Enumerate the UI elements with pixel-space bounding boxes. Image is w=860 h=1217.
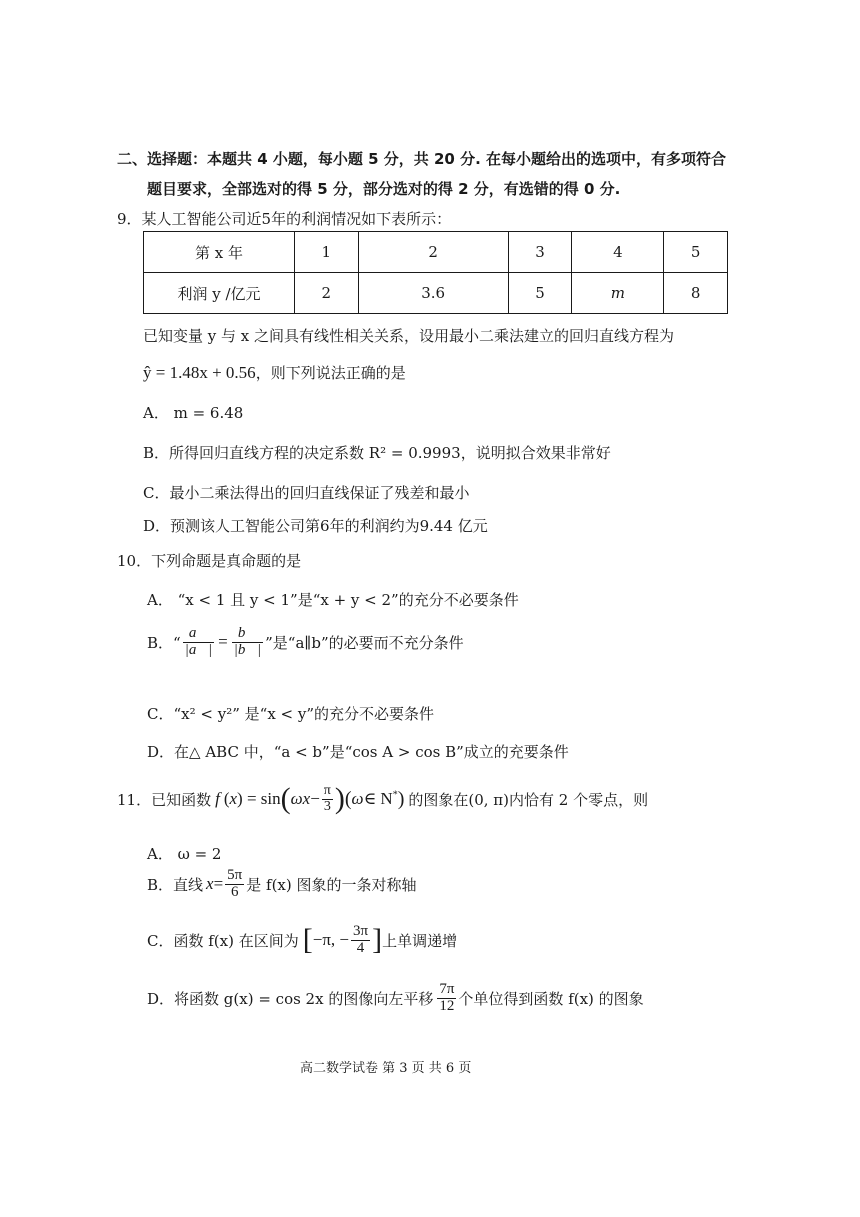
q11-option-b: B．直线 x = $\frac{5\pi}{6}$ 是 f(x) 图象的一条对称轴	[147, 867, 417, 900]
regression-equation: ŷ = 1.48x + 0.56	[143, 363, 256, 382]
q9-option-b: B．所得回归直线方程的决定系数 R² = 0.9993，说明拟合效果非常好	[143, 444, 611, 462]
q9-stem: 9．某人工智能公司近5年的利润情况如下表所示：	[117, 210, 452, 228]
table-cell: 2	[358, 232, 508, 273]
five-pi-over-6: $\frac{5\pi}{6}$	[227, 867, 243, 900]
table-cell: 5	[664, 232, 728, 273]
q11-stem-pre: 11．已知函数	[117, 790, 212, 809]
q10-option-b-tail: ”是“a∥b”的必要而不充分条件	[265, 633, 464, 652]
table-header-profit: 利润 y /亿元	[144, 273, 295, 314]
table-cell: m	[572, 273, 664, 314]
q11-stem: 11．已知函数 f ( x ) = sin ( ωx − $\frac{\pi}{3}$ ) ( ω ∈ N* ) 的图象在(0, π)内恰有 2 个零点，则	[117, 782, 649, 816]
q11-option-d	[147, 982, 644, 1015]
q9-question: ，则下列说法正确的是	[255, 364, 406, 382]
q9-option-a: A． m = 6.48	[143, 404, 244, 422]
three-pi-over-4: $\frac{3\pi}{4}$	[353, 923, 369, 956]
q9-option-d: D．预测该人工智能公司第6年的利润约为9.44 亿元	[143, 517, 488, 535]
q9-option-c: C．最小二乘法得出的回归直线保证了残差和最小	[143, 484, 470, 502]
table-cell: 5	[508, 273, 572, 314]
q9-condition: 已知变量 y 与 x 之间具有线性相关关系，设用最小二乘法建立的回归直线方程为	[143, 327, 675, 345]
q11-option-a: A． ω = 2	[147, 845, 222, 863]
q10-stem: 10．下列命题是真命题的是	[117, 552, 302, 570]
table-cell: 3.6	[358, 273, 508, 314]
seven-pi-over-12: $\frac{7\pi}{12}$	[439, 981, 455, 1014]
pi-over-3: $\frac{\pi}{3}$	[323, 783, 331, 814]
q11-option-d-post: 个单位得到函数 f(x) 的图象	[458, 989, 644, 1008]
section-heading-line1: 二、选择题：本题共 4 小题，每小题 5 分，共 20 分. 在每小题给出的选项中，有多项符合	[117, 150, 727, 168]
table-cell: 4	[572, 232, 664, 273]
table-cell: 3	[508, 232, 572, 273]
q10-option-a: A． “x < 1 且 y < 1”是“x + y < 2”的充分不必要条件	[147, 591, 519, 609]
table-cell: 1	[295, 232, 359, 273]
q10-option-c: C．“x² < y²” 是“x < y”的充分不必要条件	[147, 705, 435, 723]
table-row	[144, 273, 728, 314]
table-header-year: 第 x 年	[144, 232, 295, 273]
q9-table	[143, 231, 728, 314]
table-cell: 8	[664, 273, 728, 314]
page-footer: 高二数学试卷 第 3 页 共 6 页	[300, 1061, 472, 1076]
q11-option-c: C．函数 f(x) 在区间为 [ −π, − $\frac{3\pi}{4}$ ] 上单调递增	[147, 923, 458, 957]
q11-option-b-post: 是 f(x) 图象的一条对称轴	[246, 875, 417, 894]
q9-equation-line	[143, 362, 406, 383]
section-heading-line2: 题目要求，全部选对的得 5 分，部分选对的得 2 分，有选错的得 0 分.	[147, 180, 621, 198]
vector-b-unit: $\frac{b⃗}{|b⃗|}$	[233, 625, 262, 658]
q10-option-d: D．在△ ABC 中，“a < b”是“cos A > cos B”成立的充要条件	[147, 743, 569, 761]
q11-option-c-post: 上单调递增	[382, 931, 458, 950]
q11-option-c-pre: C．函数 f(x) 在区间为	[147, 931, 299, 950]
vector-a-unit: $\frac{a⃗}{|a⃗|}$	[184, 625, 213, 658]
table-row	[144, 232, 728, 273]
q10-option-b: B．“ $\frac{a⃗}{|a⃗|}$ = $\frac{b⃗}{|b⃗|}$ ”是“a∥b”的必要而不充分条件	[147, 625, 464, 658]
table-cell: 2	[295, 273, 359, 314]
q11-stem-post: 的图象在(0, π)内恰有 2 个零点，则	[408, 790, 649, 809]
q11-option-d-pre: D．将函数 g(x) = cos 2x 的图像向左平移	[147, 989, 434, 1008]
q11-option-b-pre: B．直线	[147, 875, 204, 894]
